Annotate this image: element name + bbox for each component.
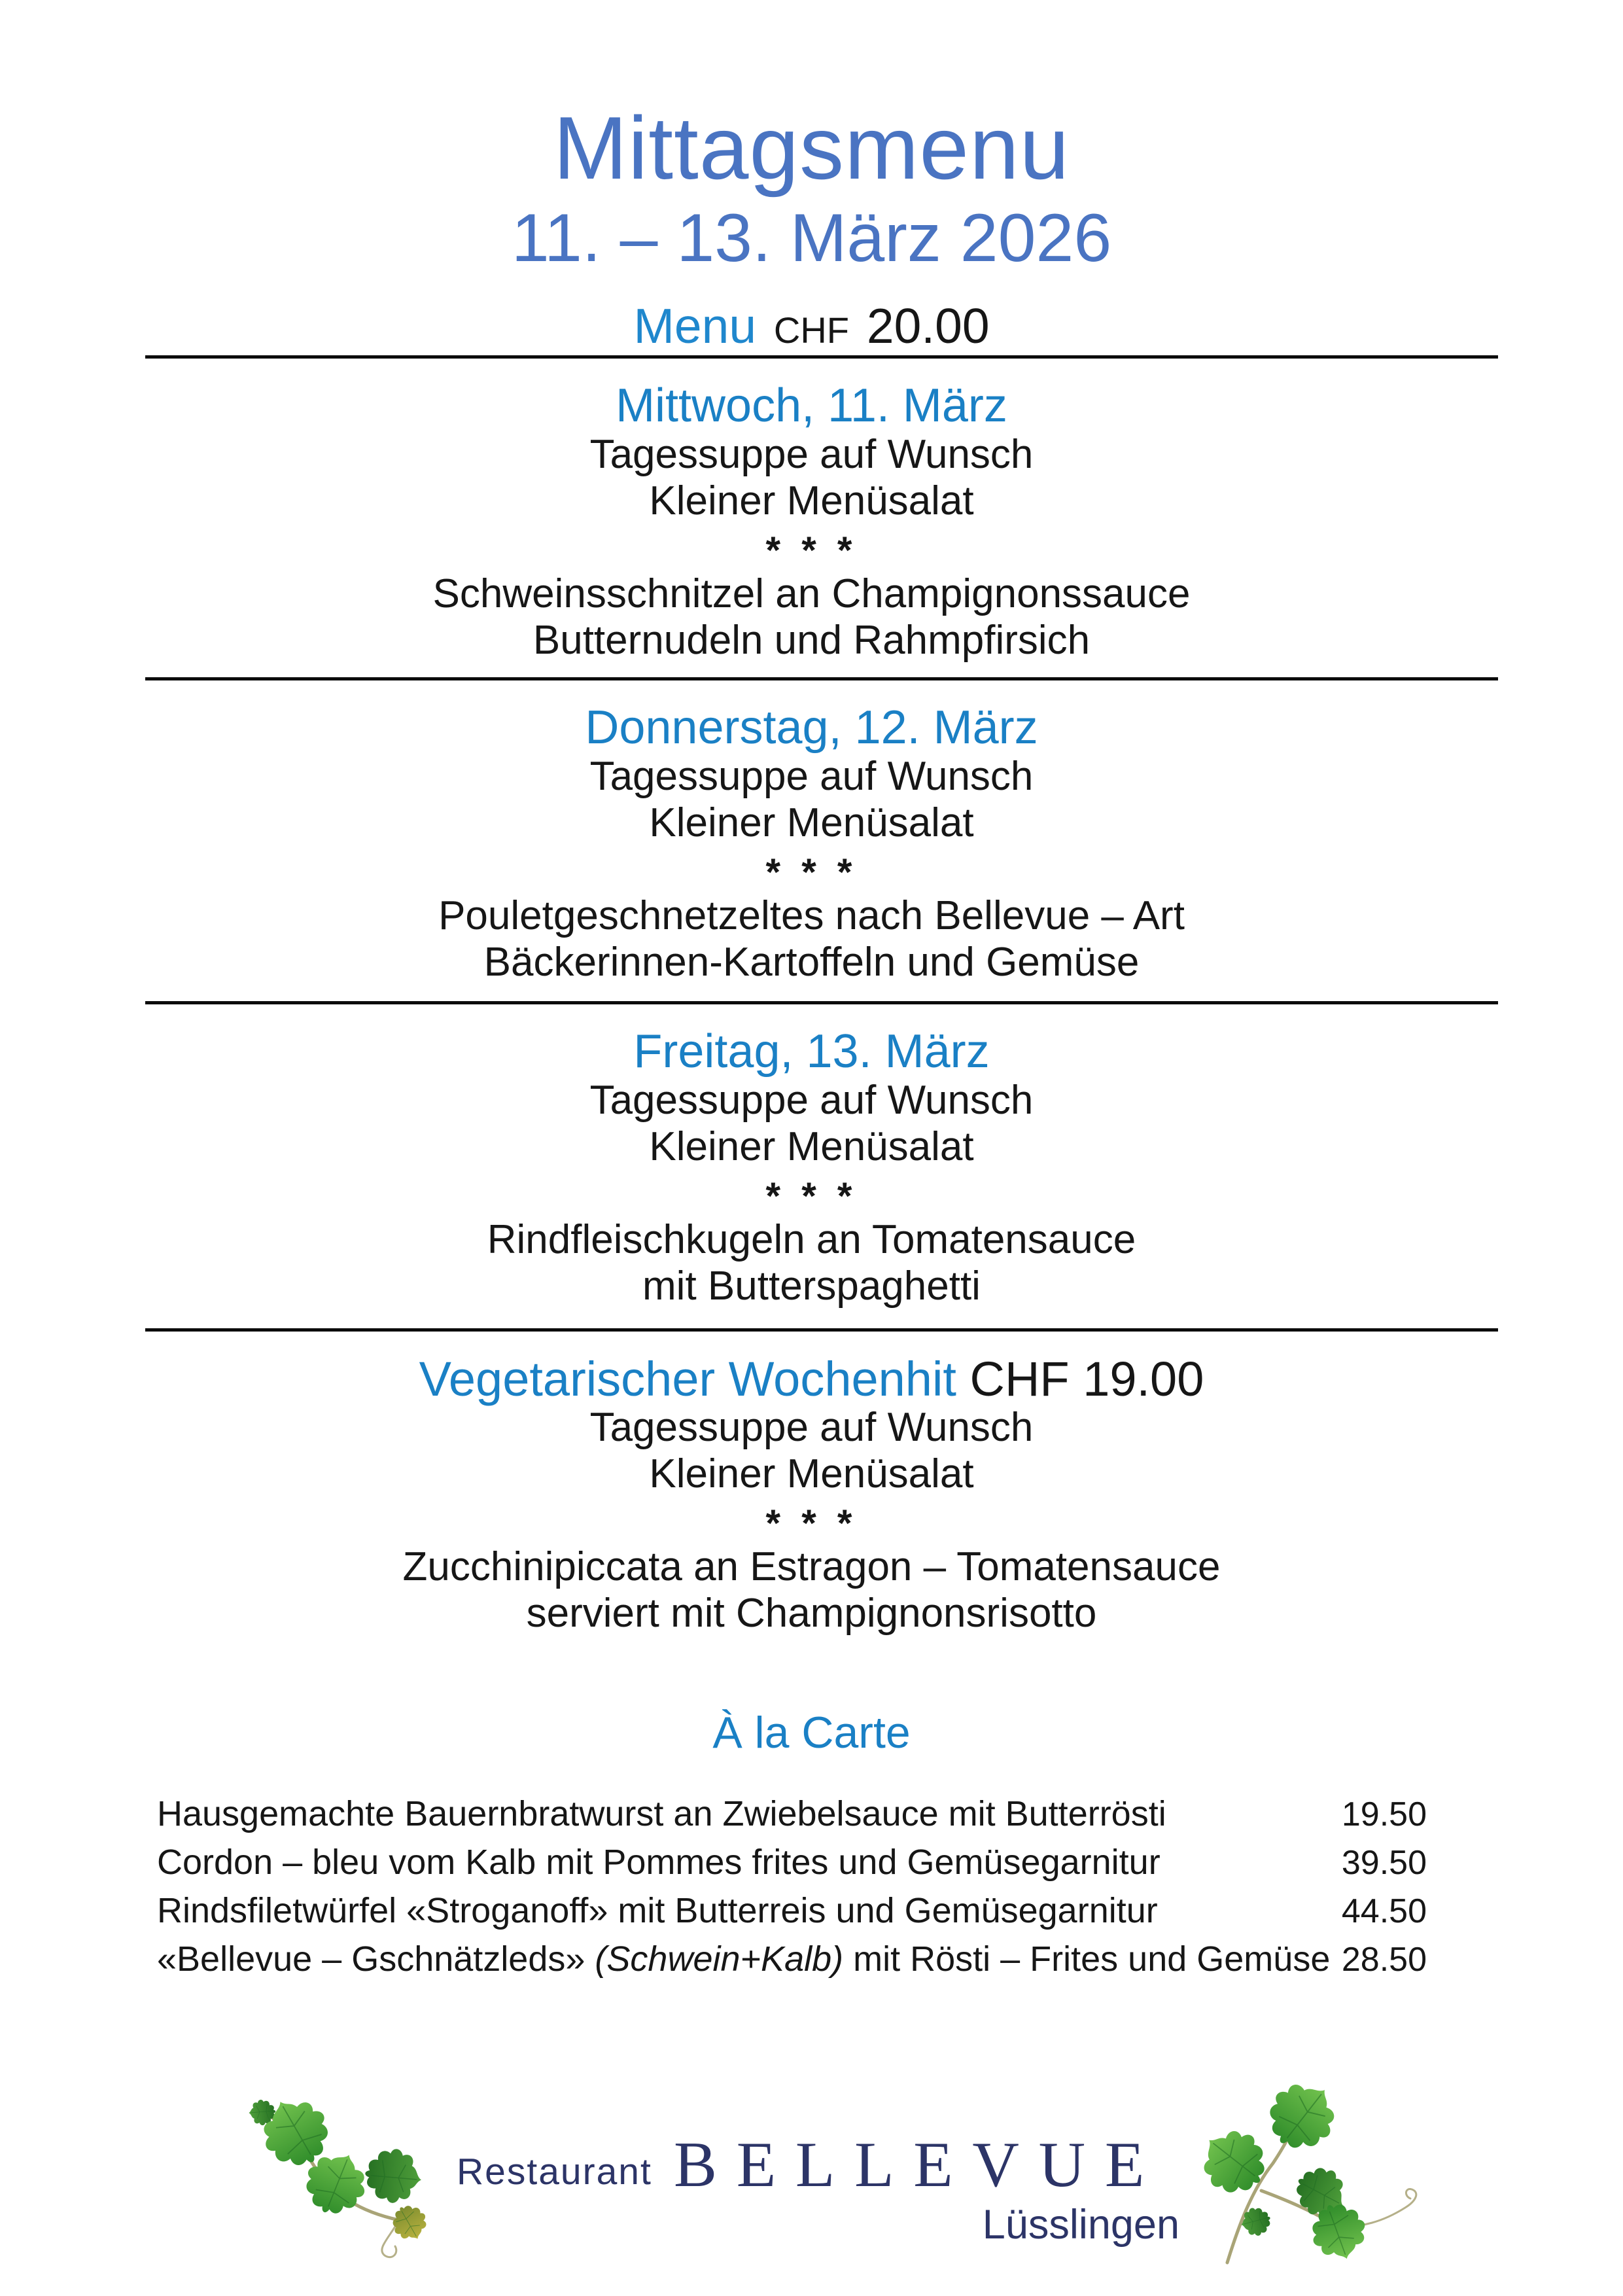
a-la-carte-row	[157, 1843, 1427, 1884]
menu-course: Kleiner Menüsalat	[649, 800, 974, 845]
menu-course: Tagessuppe auf Wunsch	[589, 1405, 1034, 1450]
menu-course: Butternudeln und Rahmpfirsich	[532, 618, 1091, 663]
menu-course: Zucchinipiccata an Estragon – Tomatensauce	[402, 1544, 1221, 1589]
menu-course: Kleiner Menüsalat	[649, 1124, 974, 1169]
dish-name: «Bellevue – Gschnätzleds» (Schwein+Kalb) mit Rösti – Frites und Gemüse	[157, 1939, 1331, 1979]
dish-name: Hausgemachte Bauernbratwurst an Zwiebelsauce mit Butterrösti	[157, 1794, 1166, 1833]
vegetarian-price: 19.00	[1083, 1352, 1204, 1406]
menu-course: Schweinsschnitzel an Champignonssauce	[432, 571, 1191, 616]
grape-vine-leaves-left	[236, 2077, 438, 2270]
section-divider	[145, 1328, 1498, 1332]
a-la-carte-row	[157, 1794, 1427, 1836]
dish-price: 28.50	[1341, 1941, 1427, 1979]
day-section-thursday	[0, 703, 1623, 985]
menu-course: Tagessuppe auf Wunsch	[589, 754, 1034, 799]
grape-vine-leaves-right	[1189, 2079, 1426, 2270]
a-la-carte-row	[157, 1891, 1427, 1933]
page-title: Mittagsmenu	[553, 98, 1070, 198]
dish-price: 44.50	[1341, 1892, 1427, 1930]
dish-price: 39.50	[1341, 1844, 1427, 1882]
vegetarian-title-line	[0, 1354, 1623, 1404]
dish-name: Rindsfiletwürfel «Stroganoff» mit Butterreis und Gemüsegarnitur	[157, 1891, 1158, 1930]
vegetarian-title: Vegetarischer Wochenhit	[419, 1352, 956, 1406]
dish-name: Cordon – bleu vom Kalb mit Pommes frites und Gemüsegarnitur	[157, 1843, 1161, 1882]
section-divider	[145, 1001, 1498, 1004]
menu-course: mit Butterspaghetti	[642, 1263, 981, 1309]
date-range: 11. – 13. März 2026	[511, 200, 1112, 276]
day-title: Freitag, 13. März	[633, 1025, 990, 1078]
day-title: Donnerstag, 12. März	[585, 701, 1038, 754]
restaurant-label: Restaurant	[457, 2151, 652, 2193]
menu-price-line	[0, 300, 1623, 357]
a-la-carte-title: À la Carte	[712, 1708, 911, 1757]
menu-course: Tagessuppe auf Wunsch	[589, 1078, 1034, 1123]
restaurant-location: Lüsslingen	[982, 2202, 1179, 2248]
menu-course: Tagessuppe auf Wunsch	[589, 432, 1034, 477]
course-separator: * * *	[765, 529, 858, 572]
menu-course: Rindfleischkugeln an Tomatensauce	[487, 1217, 1136, 1262]
menu-course: Pouletgeschnetzeltes nach Bellevue – Art	[438, 893, 1185, 938]
course-separator: * * *	[765, 851, 858, 894]
course-separator: * * *	[765, 1175, 858, 1218]
section-divider	[145, 677, 1498, 680]
menu-course: Kleiner Menüsalat	[649, 478, 974, 523]
a-la-carte-row	[157, 1939, 1427, 1981]
day-section-wednesday	[0, 381, 1623, 663]
section-divider	[145, 355, 1498, 359]
vegetarian-section	[0, 1354, 1623, 1636]
menu-course: Kleiner Menüsalat	[649, 1451, 974, 1496]
restaurant-name: BELLEVUE	[674, 2129, 1164, 2200]
menu-price: 20.00	[866, 298, 990, 353]
day-section-friday	[0, 1027, 1623, 1309]
vegetarian-currency: CHF	[969, 1352, 1070, 1406]
dish-price: 19.50	[1341, 1795, 1427, 1833]
menu-label: Menu	[633, 298, 757, 353]
menu-currency: CHF	[773, 309, 850, 351]
menu-course: Bäckerinnen-Kartoffeln und Gemüse	[483, 940, 1140, 985]
day-title: Mittwoch, 11. März	[616, 380, 1007, 432]
course-separator: * * *	[765, 1502, 858, 1545]
menu-course: serviert mit Champignonsrisotto	[526, 1591, 1097, 1636]
